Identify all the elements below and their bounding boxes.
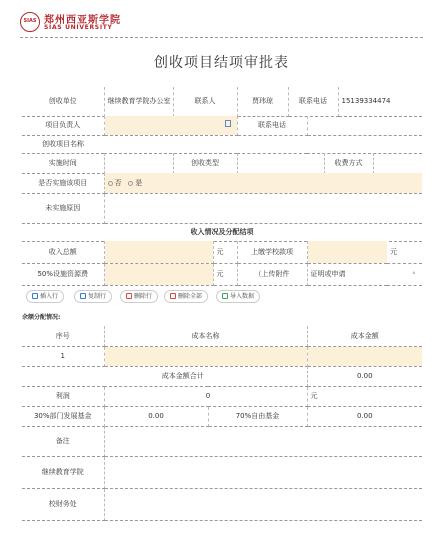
delete-row-label: 删除行 xyxy=(134,293,153,300)
income-total-label: 收入总额 xyxy=(22,241,104,263)
paperclip-icon[interactable]: ∘ xyxy=(411,268,416,277)
copy-row-label: 复制行 xyxy=(88,293,107,300)
time-input[interactable] xyxy=(104,153,173,173)
distribution-section-label: 余额分配情况: xyxy=(22,314,61,321)
resource-fee-input[interactable] xyxy=(104,263,213,285)
cost-total-label: 成本金额合计 xyxy=(22,366,307,386)
import-icon xyxy=(222,293,228,299)
reason-input[interactable] xyxy=(104,193,422,223)
radio-no-label: 否 xyxy=(114,178,122,187)
radio-no[interactable] xyxy=(108,181,113,186)
contact-value: 贾玮琼 xyxy=(237,87,288,116)
free-fund-value: 0.00 xyxy=(307,406,422,426)
attach-label: （上传附件 xyxy=(237,263,307,285)
remark-input[interactable] xyxy=(104,426,422,456)
income-table xyxy=(22,241,422,286)
fee-method-label: 收费方式 xyxy=(324,153,373,173)
header-divider xyxy=(20,37,423,38)
leader-phone-label: 联系电话 xyxy=(237,116,307,135)
leader-label: 项目负责人 xyxy=(22,116,104,135)
contact-label: 联系人 xyxy=(173,87,237,116)
free-fund-label: 70%自由基金 xyxy=(208,406,307,426)
copy-icon xyxy=(80,293,86,299)
school-name-cn: 郑州西亚斯学院 xyxy=(44,15,121,26)
leader-phone-input[interactable] xyxy=(307,116,422,135)
remark-label: 备注 xyxy=(22,426,104,456)
profit-value: 0 xyxy=(104,386,307,406)
radio-yes[interactable] xyxy=(128,181,133,186)
unit-label: 创收单位 xyxy=(22,87,104,116)
table-row xyxy=(22,346,422,366)
delete-all-label: 删除全部 xyxy=(178,293,203,300)
phone-value: 15139334474 xyxy=(338,87,422,116)
col-cost-amount-header: 成本金额 xyxy=(307,326,422,346)
row-number: 1 xyxy=(22,346,104,366)
approval-table xyxy=(22,426,422,521)
college-approval-label: 继续教育学院 xyxy=(22,456,104,488)
type-input[interactable] xyxy=(237,153,324,173)
upload-placeholder: 证明或申请 xyxy=(310,270,346,278)
time-table xyxy=(22,153,422,174)
basic-info-table xyxy=(22,87,422,117)
income-section-title: 收入情况及分配结项 xyxy=(22,223,422,241)
leader-table xyxy=(22,116,422,154)
college-approval-field[interactable] xyxy=(104,456,422,488)
import-data-label: 导入数据 xyxy=(230,293,255,300)
form-title: 创收项目结项审批表 xyxy=(154,55,289,71)
insert-row-label: 插入行 xyxy=(40,293,59,300)
page-header xyxy=(0,0,443,42)
col-no-header: 序号 xyxy=(22,326,104,346)
profit-label: 利润 xyxy=(22,386,104,406)
reason-label: 未实施原因 xyxy=(22,193,104,223)
fee-method-input[interactable] xyxy=(373,153,422,173)
implemented-radio-group xyxy=(104,173,422,193)
dev-fund-value: 0.00 xyxy=(104,406,208,426)
picker-icon[interactable] xyxy=(225,120,231,127)
cost-table xyxy=(22,326,422,367)
radio-yes-label: 是 xyxy=(135,178,143,187)
implemented-label: 是否实施该项目 xyxy=(22,173,104,193)
project-name-input[interactable] xyxy=(104,135,422,153)
upload-field[interactable] xyxy=(307,263,422,285)
school-name-en: SIAS UNIVERSITY xyxy=(44,24,113,31)
phone-label: 联系电话 xyxy=(288,87,338,116)
finance-approval-field[interactable] xyxy=(104,488,422,520)
cost-total-value: 0.00 xyxy=(307,366,422,386)
insert-row-button[interactable] xyxy=(26,290,64,303)
school-fee-input[interactable] xyxy=(307,241,387,263)
summary-table xyxy=(22,366,422,427)
cost-amount-input[interactable] xyxy=(307,346,422,366)
resource-fee-unit: 元 xyxy=(213,263,237,285)
delete-icon xyxy=(126,293,132,299)
import-data-button[interactable] xyxy=(216,290,260,303)
type-label: 创收类型 xyxy=(173,153,237,173)
cost-name-input[interactable] xyxy=(104,346,307,366)
col-cost-name-header: 成本名称 xyxy=(104,326,307,346)
leader-input[interactable] xyxy=(104,116,237,135)
finance-approval-label: 校财务处 xyxy=(22,488,104,520)
project-name-label: 创收项目名称 xyxy=(22,135,104,153)
dev-fund-label: 30%部门发展基金 xyxy=(22,406,104,426)
plus-icon xyxy=(32,293,38,299)
school-fee-unit: 元 xyxy=(387,241,422,263)
delete-all-icon xyxy=(170,293,176,299)
income-total-unit: 元 xyxy=(213,241,237,263)
delete-all-button[interactable] xyxy=(164,290,208,303)
school-logo: SIAS xyxy=(20,12,40,32)
resource-fee-label: 50%设施资源费 xyxy=(22,263,104,285)
copy-row-button[interactable] xyxy=(74,290,112,303)
profit-unit: 元 xyxy=(307,386,422,406)
delete-row-button[interactable] xyxy=(120,290,158,303)
income-total-input[interactable] xyxy=(104,241,213,263)
school-fee-label: 上缴学校款项 xyxy=(237,241,307,263)
unit-value: 继续教育学院办公室 xyxy=(104,87,173,116)
time-label: 实施时间 xyxy=(22,153,104,173)
implement-table xyxy=(22,173,422,242)
